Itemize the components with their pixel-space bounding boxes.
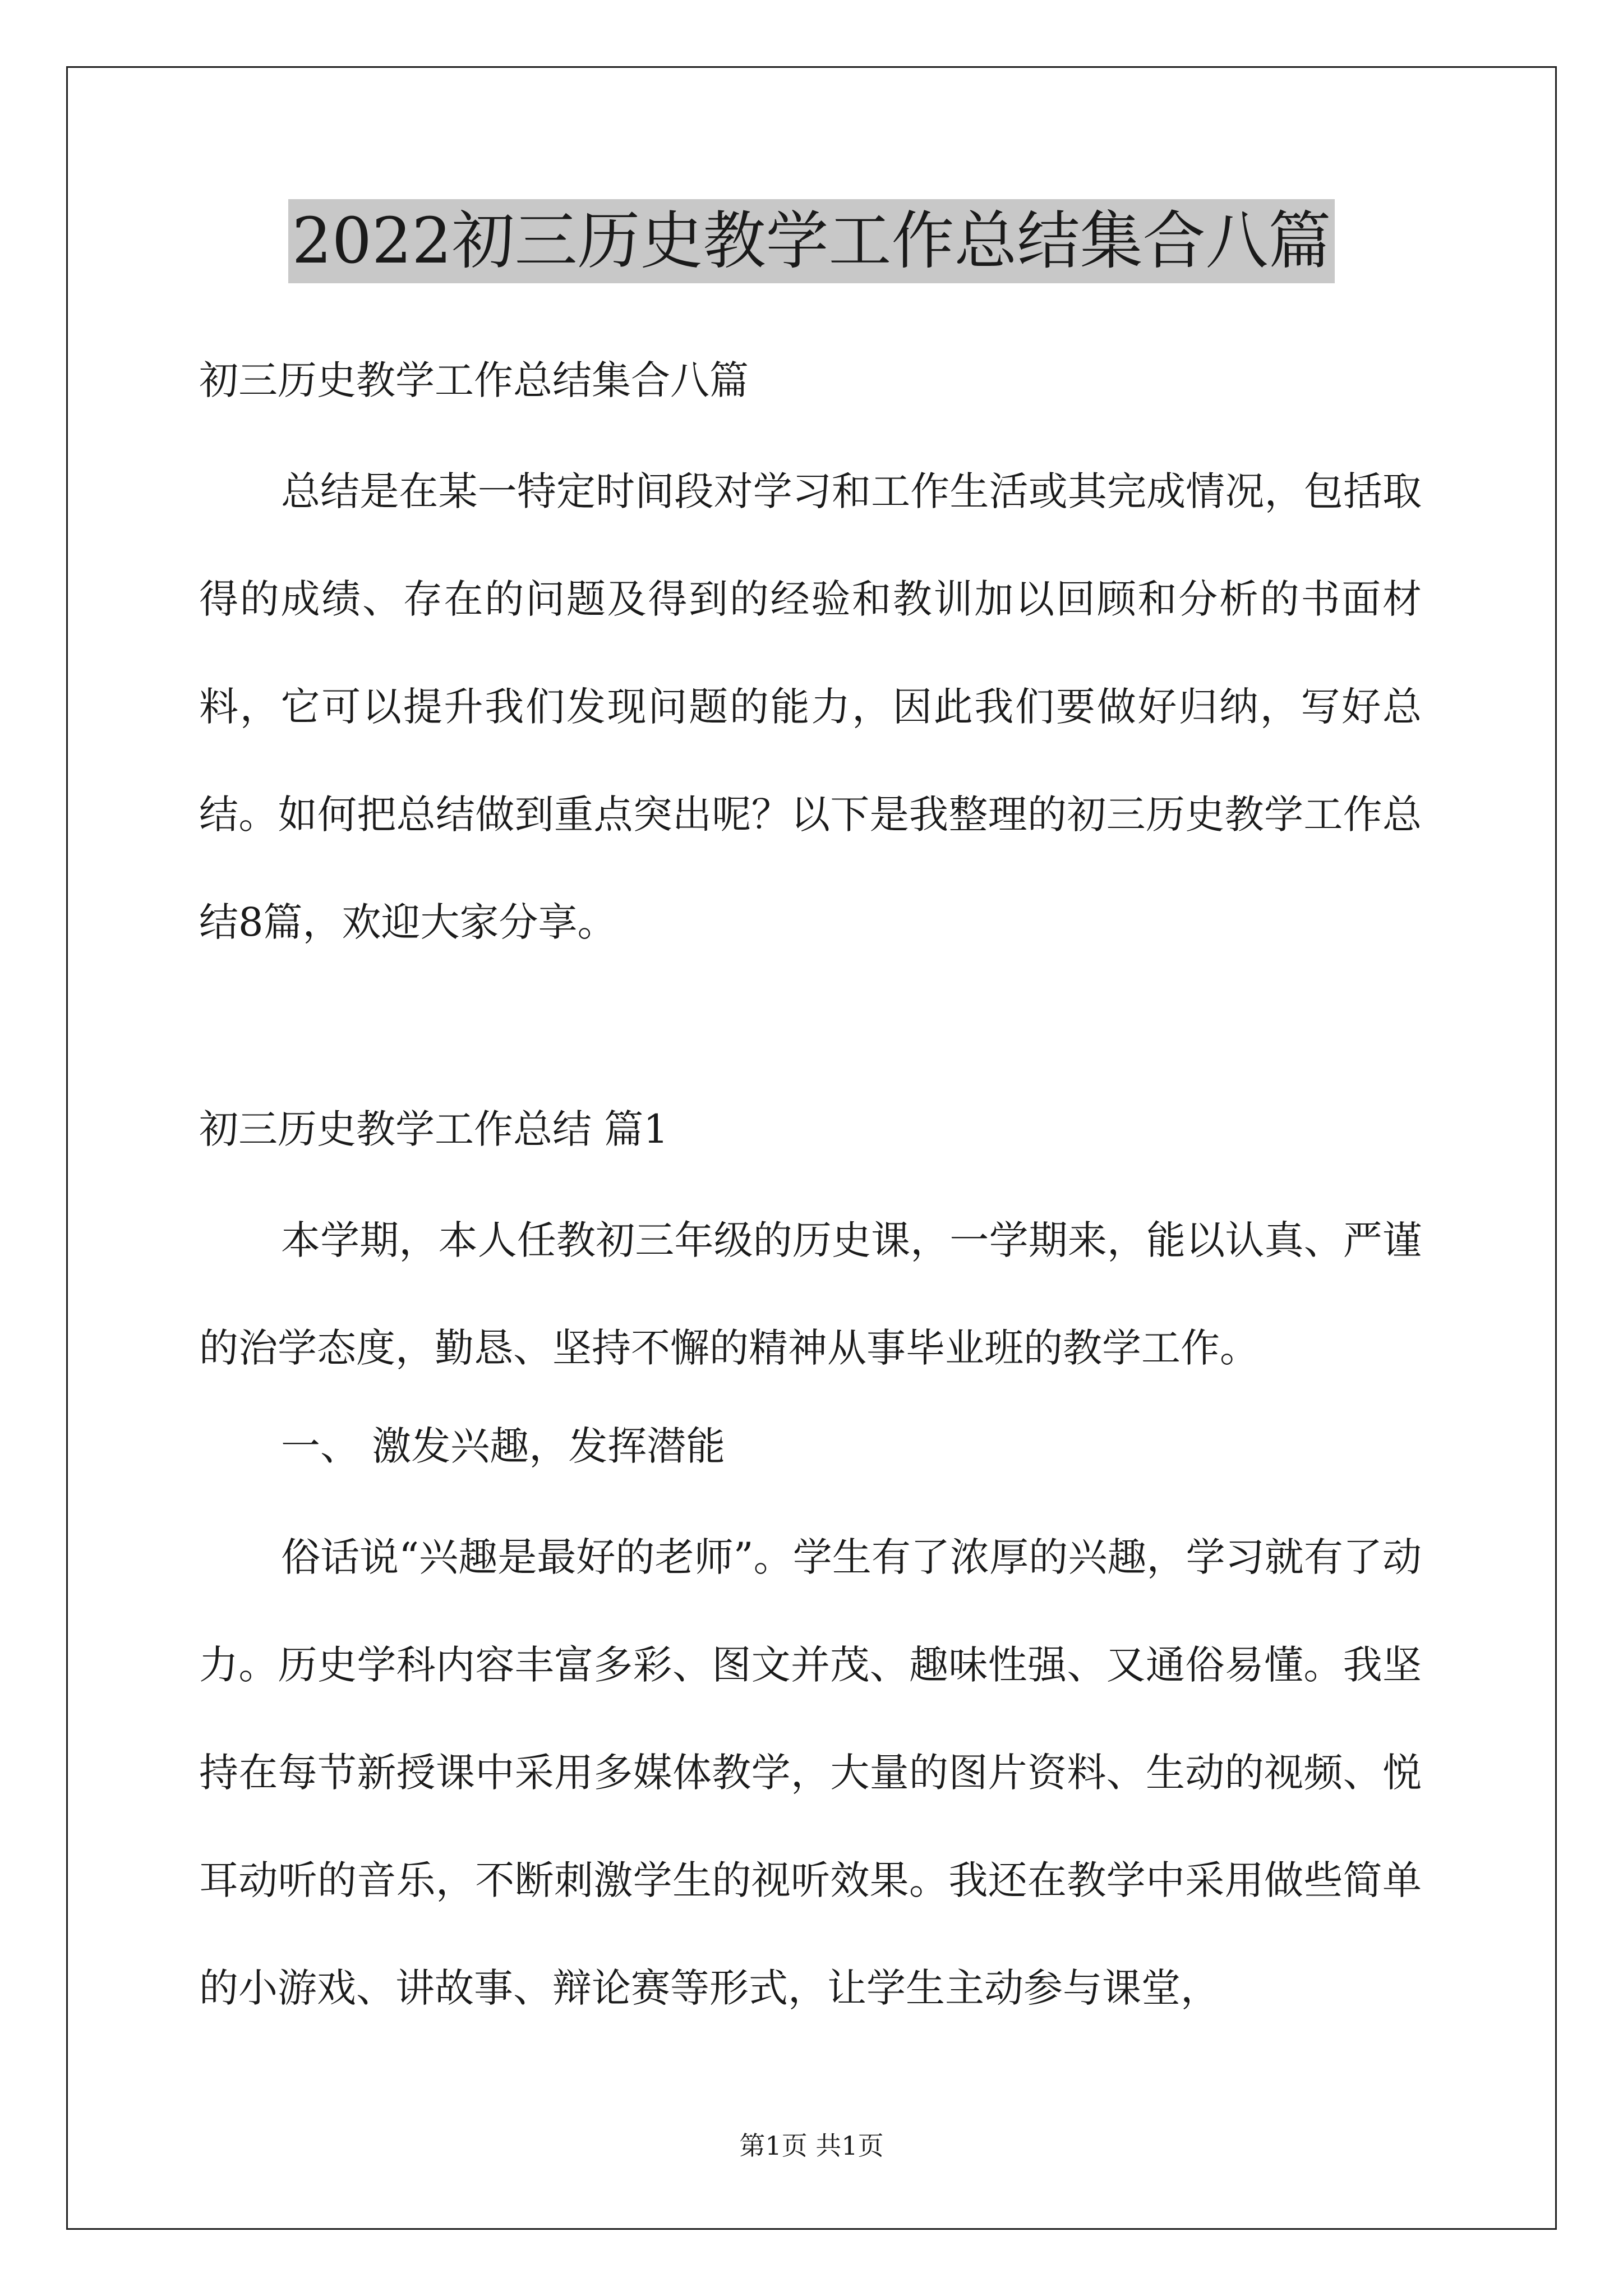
section-subheading: 一、 激发兴趣，发挥潜能 (281, 1423, 726, 1469)
document-title: 2022初三历史教学工作总结集合八篇 (288, 199, 1334, 283)
title-container (0, 199, 1623, 283)
section-heading: 初三历史教学工作总结 篇1 (199, 1106, 668, 1152)
section-paragraph: 俗话说“兴趣是最好的老师”。学生有了浓厚的兴趣，学习就有了动力。历史学科内容丰富多彩、图文并茂、趣味性强、又通俗易懂。我坚持在每节新授课中采用多媒体教学，大量的图片资料、生动的视频、悦耳动听的音乐，不断刺激学生的视听效果。我还在教学中采用做些简单的小游戏、讲故事、辩论赛等形式，让学生主动参与课堂， (199, 1534, 1422, 2011)
section-paragraph: 本学期，本人任教初三年级的历史课，一学期来，能以认真、严谨的治学态度，勤恳、坚持不懈的精神从事毕业班的教学工作。 (199, 1217, 1422, 1371)
document-subtitle: 初三历史教学工作总结集合八篇 (199, 357, 749, 403)
page-footer: 第1页 共1页 (739, 2131, 884, 2161)
intro-paragraph: 总结是在某一特定时间段对学习和工作生活或其完成情况，包括取得的成绩、存在的问题及得到的经验和教训加以回顾和分析的书面材料，它可以提升我们发现问题的能力，因此我们要做好归纳，写好总结。如何把总结做到重点突出呢？以下是我整理的初三历史教学工作总结8篇，欢迎大家分享。 (199, 468, 1422, 945)
